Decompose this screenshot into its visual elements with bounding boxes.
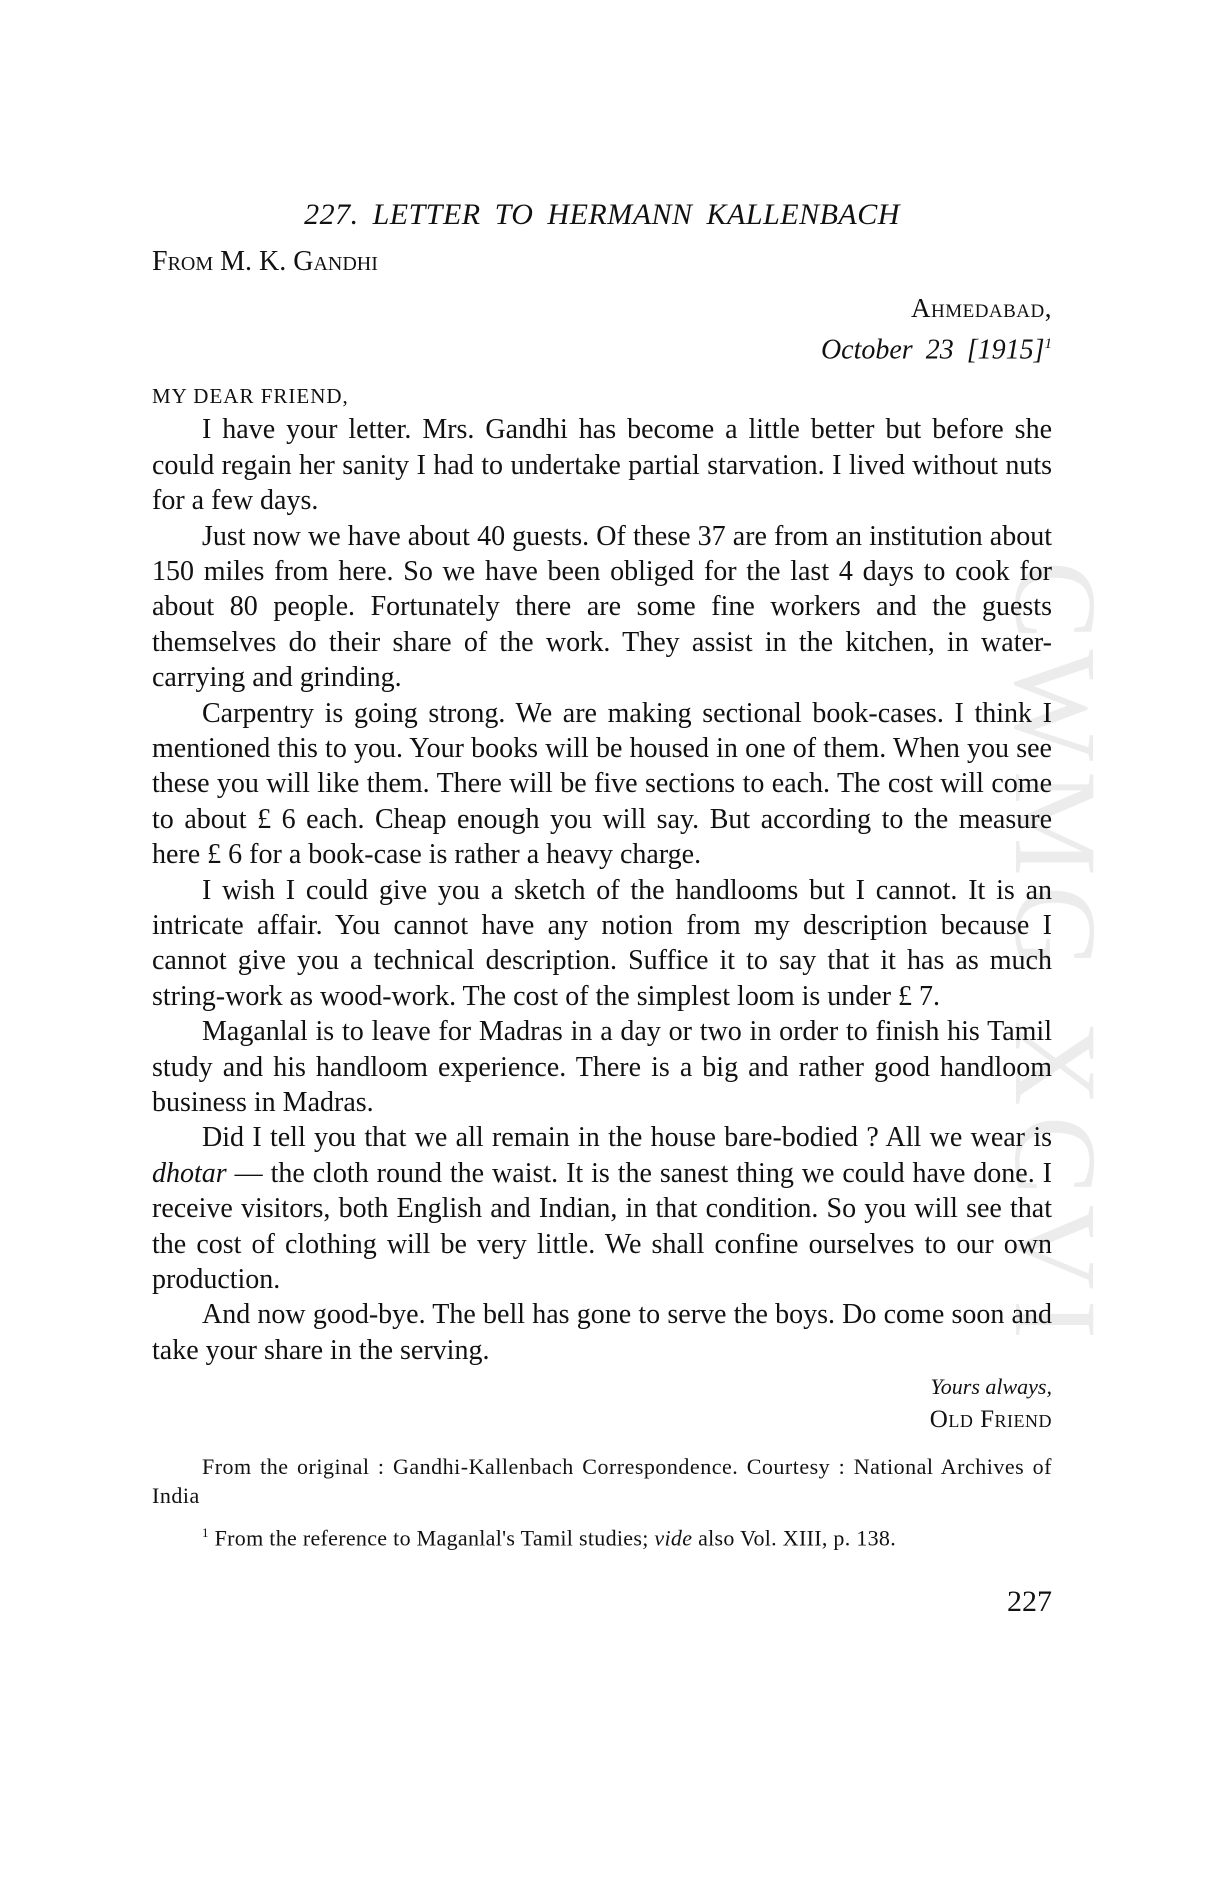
place: Ahmedabad,: [910, 293, 1052, 323]
paragraph-1: I have your letter. Mrs. Gandhi has become a little better but before she could regain her sanity I had to undertake partial starvation. I lived without nuts for a few days.: [152, 414, 1052, 517]
document-page: [152, 198, 1052, 1619]
paragraph-4: I wish I could give you a sketch of the handlooms but I cannot. It is an intricate affair. You cannot have any notion from my description because I cannot give you a technical description. Suffice it to say that it has as much string-work as wood-work. The cost of the simplest loom is under £ 7.: [152, 874, 1052, 1012]
paragraph-6-start: Did I tell you that we all remain in the house bare-bodied ? All we wear is: [202, 1122, 1052, 1154]
paragraph-6: [152, 1120, 1052, 1297]
salutation: MY DEAR FRIEND,: [152, 384, 349, 409]
paragraph-5: Maganlal is to leave for Madras in a day or two in order to finish his Tamil study and his handloom experience. There is a big and rather good handloom business in Madras.: [152, 1016, 1052, 1119]
paragraph-6-italic: dhotar: [152, 1157, 227, 1189]
paragraph-2: Just now we have about 40 guests. Of these 37 are from an institution about 150 miles from here. So we have been obliged for the last 4 days to cook for about 80 people. Fortunately there are some fine workers and the guests themselves do their share of the work. They assist in the kitchen, in water-carrying and grinding.: [152, 520, 1052, 694]
date-footnote-mark: 1: [1044, 336, 1052, 352]
footnote-text-start: From the reference to Maganlal's Tamil studies;: [208, 1525, 655, 1551]
footnote-mark: 1: [202, 1525, 209, 1541]
page-number: 227: [1007, 1584, 1052, 1618]
source-note: From the original : Gandhi-Kallenbach Correspondence. Courtesy : National Archives of India: [152, 1454, 1052, 1509]
date-text: October 23 [1915]: [820, 334, 1045, 366]
footnote-italic: vide: [654, 1525, 693, 1551]
paragraph-3: Carpentry is going strong. We are making sectional book-cases. I think I mentioned this to you. Your books will be housed in one of them. When you see these you will like them. There will be five sections to each. The cost will come to about £ 6 each. Cheap enough you will say. But according to the measure here £ 6 for a book-case is rather a heavy charge.: [152, 697, 1052, 871]
paragraph-6-end: — the cloth round the waist. It is the sanest thing we could have done. I receive visitors, both English and Indian, in that condition. So you will see that the cost of clothing will be very little. We shall confine ourselves to our own production.: [152, 1157, 1052, 1296]
footnote: [152, 1518, 1052, 1552]
date-line: [152, 326, 1052, 368]
signature: Old Friend: [929, 1406, 1052, 1434]
closing: Yours always,: [930, 1374, 1052, 1400]
from-line: From M. K. Gandhi: [152, 246, 378, 277]
footnote-text-end: also Vol. XIII, p. 138.: [692, 1525, 897, 1551]
watermark-text: CWMG XCVI: [990, 560, 1121, 1350]
paragraph-7: And now good-bye. The bell has gone to serve the boys. Do come soon and take your share in the serving.: [152, 1299, 1052, 1366]
letter-heading: 227. LETTER TO HERMANN KALLENBACH: [304, 198, 900, 231]
